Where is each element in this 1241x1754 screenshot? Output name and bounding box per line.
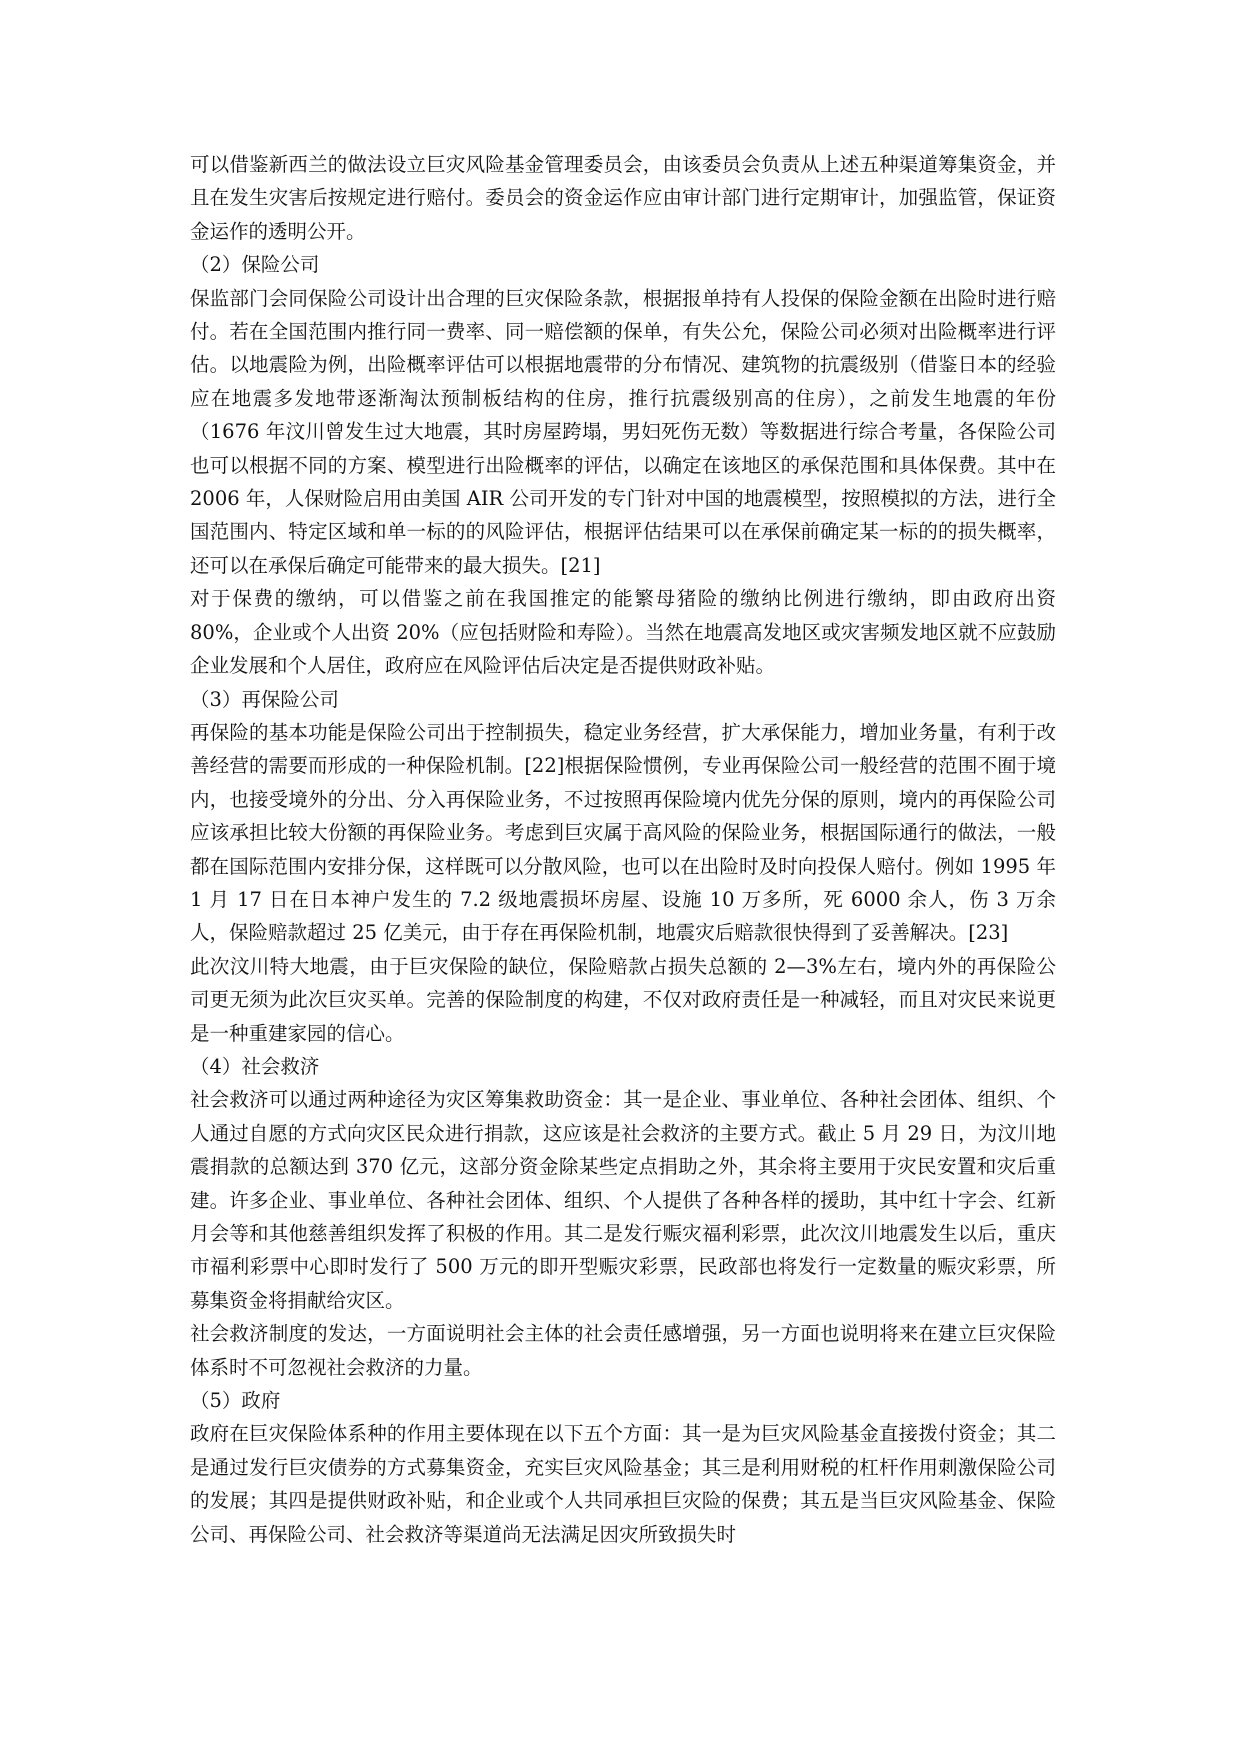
section-heading-reinsurance-company: （3）再保险公司 (190, 687, 339, 711)
section-heading-insurance-company: （2）保险公司 (190, 253, 320, 277)
paragraph-insurance-terms: 保监部门会同保险公司设计出合理的巨灾保险条款，根据报单持有人投保的保险金额在出险时进行赔付。若在全国范围内推行同一费率、同一赔偿额的保单，有失公允，保险公司必须对出险概率进行评估。以地震险为例，出险概率评估可以根据地震带的分布情况、建筑物的抗震级别（借鉴日本的经验应在地震多发地带逐渐淘汰预制板结构的住房，推行抗震级别高的住房），之前发生地震的年份（1676 年汶川曾发生过大地震，其时房屋跨塌，男妇死伤无数）等数据进行综合考量，各保险公司也可以根据不同的方案、模型进行出险概率的评估，以确定在该地区的承保范围和具体保费。其中在 2006 年，人保财险启用由美国 AIR 公司开发的专门针对中国的地震模型，按照模拟的方法，进行全国范围内、特定区域和单一标的的风险评估，根据评估结果可以在承保前确定某一标的的损失概率，还可以在承保后确定可能带来的最大损失。[21] (190, 286, 1056, 577)
paragraph-reinsurance-function: 再保险的基本功能是保险公司出于控制损失，稳定业务经营，扩大承保能力，增加业务量，有利于改善经营的需要而形成的一种保险机制。[22]根据保险惯例，专业再保险公司一般经营的范围不囿于境内，也接受境外的分出、分入再保险业务，不过按照再保险境内优先分保的原则，境内的再保险公司应该承担比较大份额的再保险业务。考虑到巨灾属于高风险的保险业务，根据国际通行的做法，一般都在国际范围内安排分保，这样既可以分散风险，也可以在出险时及时向投保人赔付。例如 1995 年 1 月 17 日在日本神户发生的 7.2 级地震损坏房屋、设施 10 万多所，死 6000 余人，伤 3 万余人，保险赔款超过 25 亿美元，由于存在再保险机制，地震灾后赔款很快得到了妥善解决。[23] (190, 720, 1056, 945)
document-page (190, 148, 1056, 1551)
paragraph-social-relief-channels: 社会救济可以通过两种途径为灾区筹集救助资金：其一是企业、事业单位、各种社会团体、组织、个人通过自愿的方式向灾区民众进行捐款，这应该是社会救济的主要方式。截止 5 月 29 日，为汶川地震捐款的总额达到 370 亿元，这部分资金除某些定点捐助之外，其余将主要用于灾民安置和灾后重建。许多企业、事业单位、各种社会团体、组织、个人提供了各种各样的援助，其中红十字会、红新月会等和其他慈善组织发挥了积极的作用。其二是发行赈灾福利彩票，此次汶川地震发生以后，重庆市福利彩票中心即时发行了 500 万元的即开型赈灾彩票，民政部也将发行一定数量的赈灾彩票，所募集资金将捐献给灾区。 (190, 1088, 1056, 1312)
paragraph-wenchuan-reinsurance: 此次汶川特大地震，由于巨灾保险的缺位，保险赔款占损失总额的 2—3%左右，境内外的再保险公司更无须为此次巨灾买单。完善的保险制度的构建，不仅对政府责任是一种减轻，而且对灾民来说更是一种重建家园的信心。 (190, 954, 1056, 1045)
paragraph-premium-payment: 对于保费的缴纳，可以借鉴之前在我国推定的能繁母猪险的缴纳比例进行缴纳，即由政府出资 80%，企业或个人出资 20%（应包括财险和寿险）。当然在地震高发地区或灾害频发地区就不应鼓励企业发展和个人居住，政府应在风险评估后决定是否提供财政补贴。 (190, 587, 1056, 678)
paragraph-government-role: 政府在巨灾保险体系种的作用主要体现在以下五个方面：其一是为巨灾风险基金直接拨付资金；其二是通过发行巨灾债券的方式募集资金，充实巨灾风险基金；其三是利用财税的杠杆作用刺激保险公司的发展；其四是提供财政补贴，和企业或个人共同承担巨灾险的保费；其五是当巨灾风险基金、保险公司、再保险公司、社会救济等渠道尚无法满足因灾所致损失时 (190, 1422, 1056, 1546)
section-heading-government: （5）政府 (190, 1389, 281, 1413)
section-heading-social-relief: （4）社会救济 (190, 1054, 320, 1078)
paragraph-social-relief-system: 社会救济制度的发达，一方面说明社会主体的社会责任感增强，另一方面也说明将来在建立巨灾保险体系时不可忽视社会救济的力量。 (190, 1322, 1056, 1379)
paragraph-fund-committee: 可以借鉴新西兰的做法设立巨灾风险基金管理委员会，由该委员会负责从上述五种渠道筹集资金，并且在发生灾害后按规定进行赔付。委员会的资金运作应由审计部门进行定期审计，加强监管，保证资金运作的透明公开。 (190, 153, 1056, 243)
